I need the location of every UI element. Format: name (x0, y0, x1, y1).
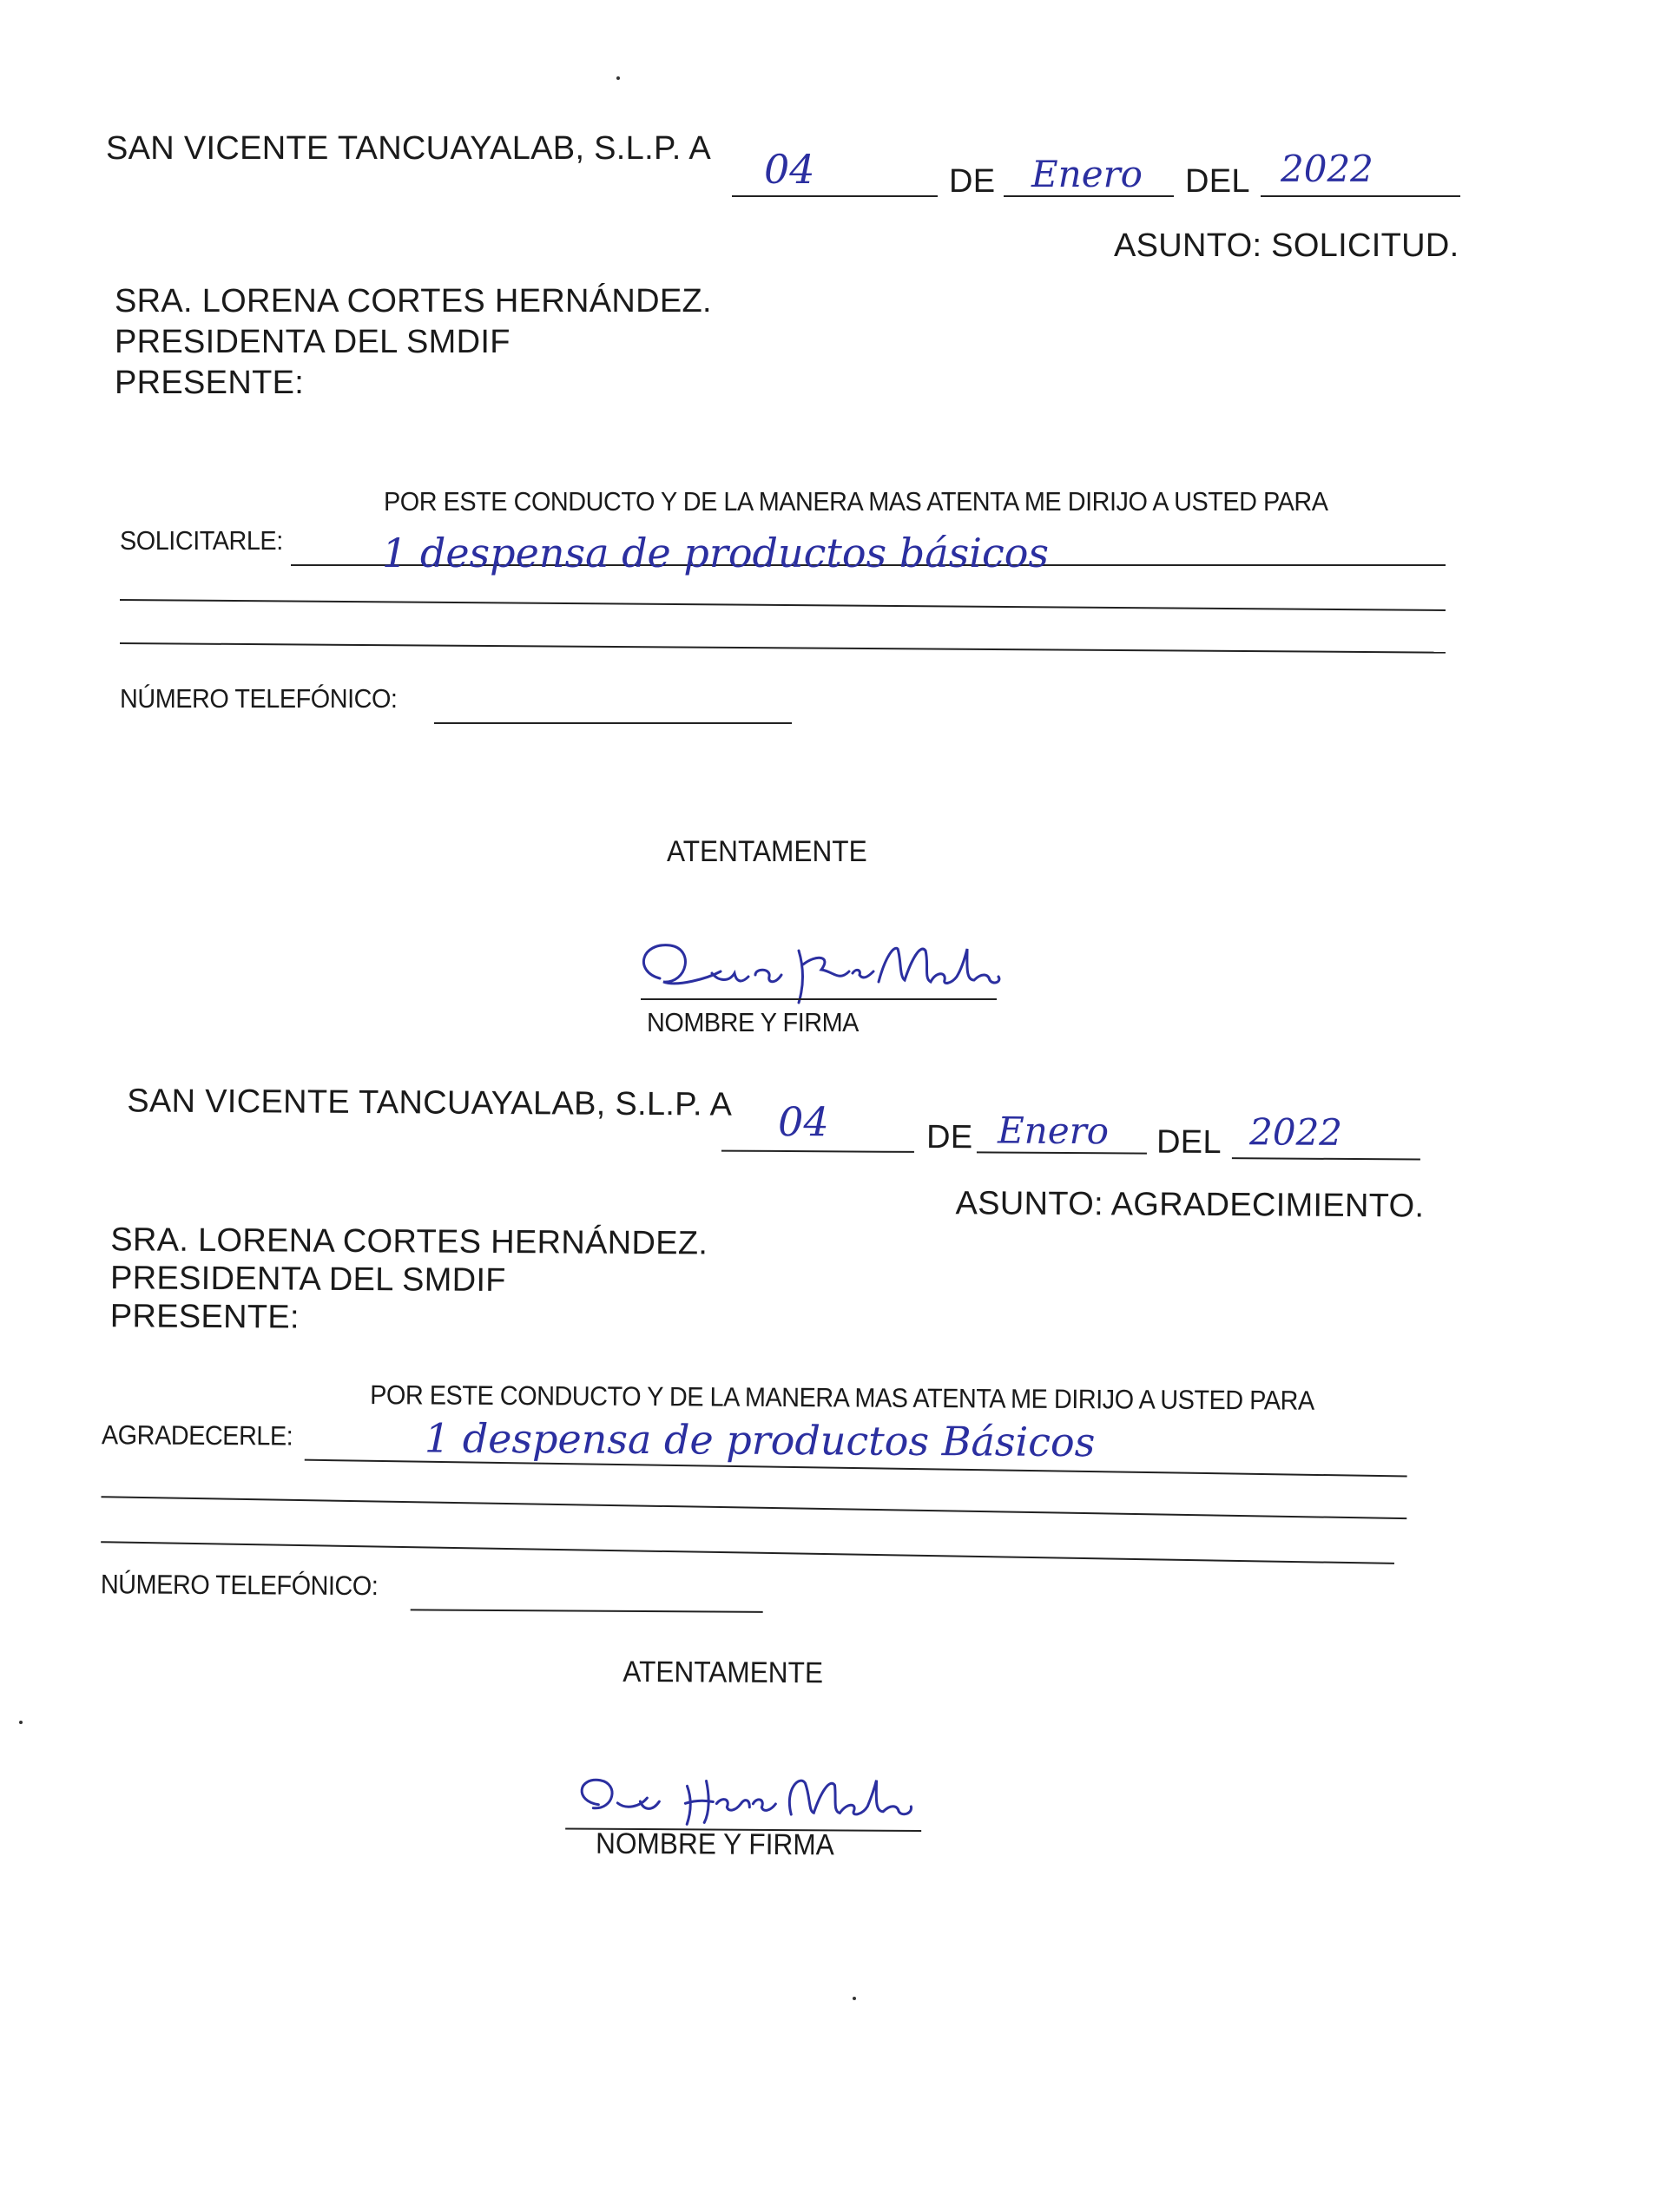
closing: ATENTAMENTE (667, 835, 867, 868)
request-label: AGRADECERLE: (101, 1419, 293, 1452)
del-label: DEL (1185, 163, 1250, 200)
request-line-3 (120, 642, 1446, 654)
scan-speck (853, 1997, 856, 2000)
handwritten-year: 2022 (1281, 148, 1373, 190)
de-label: DE (949, 163, 996, 200)
request-line-3 (101, 1541, 1394, 1564)
addressee-name: SRA. LORENA CORTES HERNÁNDEZ. (110, 1221, 708, 1262)
signature-label: NOMBRE Y FIRMA (647, 1007, 859, 1037)
addressee-presente: PRESENTE: (115, 365, 305, 401)
year-underline (1232, 1157, 1420, 1160)
handwritten-year: 2022 (1248, 1110, 1343, 1154)
month-underline (1004, 195, 1174, 197)
place-date-prefix: SAN VICENTE TANCUAYALAB, S.L.P. A (127, 1083, 733, 1123)
signature-line (641, 998, 997, 1000)
addressee-title: PRESIDENTA DEL SMDIF (109, 1260, 506, 1300)
year-underline (1261, 195, 1460, 197)
scan-speck (616, 76, 620, 80)
day-underline (721, 1150, 914, 1153)
scan-speck (19, 1721, 23, 1724)
request-label: SOLICITARLE: (120, 525, 283, 556)
addressee-presente: PRESENTE: (109, 1298, 300, 1336)
de-label: DE (926, 1119, 973, 1156)
handwritten-day: 04 (777, 1097, 829, 1146)
del-label: DEL (1156, 1123, 1222, 1162)
signature-label: NOMBRE Y FIRMA (595, 1827, 834, 1862)
handwritten-month: Enero (997, 1109, 1110, 1153)
handwritten-request: 1 despensa de productos Básicos (424, 1414, 1096, 1466)
addressee-name: SRA. LORENA CORTES HERNÁNDEZ. (115, 283, 712, 319)
handwritten-request: 1 despensa de productos básicos (382, 530, 1050, 576)
request-line-2 (120, 599, 1446, 611)
phone-underline (411, 1609, 763, 1612)
addressee-title: PRESIDENTA DEL SMDIF (115, 324, 511, 360)
intro-sentence: POR ESTE CONDUCTO Y DE LA MANERA MAS ATENTA ME DIRIJO A USTED PARA (384, 486, 1328, 517)
handwritten-day: 04 (764, 146, 815, 193)
phone-label: NÚMERO TELEFÓNICO: (120, 683, 398, 714)
place-date-prefix: SAN VICENTE TANCUAYALAB, S.L.P. A (106, 130, 711, 167)
day-underline (732, 195, 938, 197)
request-line-2 (101, 1496, 1406, 1519)
handwritten-month: Enero (1031, 153, 1143, 195)
asunto-line: ASUNTO: AGRADECIMIENTO. (955, 1185, 1425, 1225)
closing: ATENTAMENTE (622, 1655, 824, 1690)
asunto-line: ASUNTO: SOLICITUD. (1114, 227, 1459, 264)
phone-underline (434, 722, 792, 724)
intro-sentence: POR ESTE CONDUCTO Y DE LA MANERA MAS ATENTA ME DIRIJO A USTED PARA (370, 1379, 1314, 1416)
phone-label: NÚMERO TELEFÓNICO: (100, 1569, 379, 1602)
